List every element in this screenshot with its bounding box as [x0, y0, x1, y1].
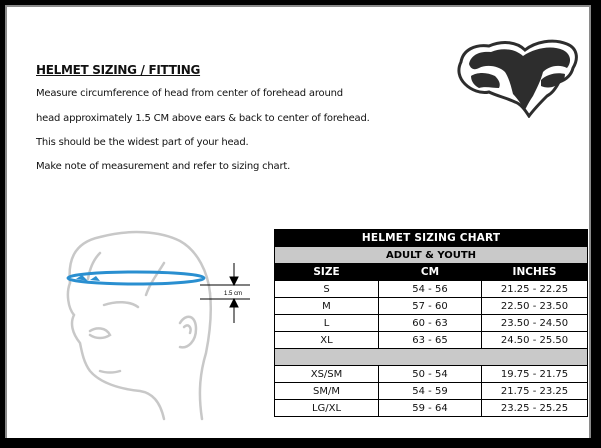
column-header-inches: INCHES	[482, 264, 588, 281]
cm-cell: 63 - 65	[379, 332, 482, 349]
sizing-page	[5, 5, 591, 438]
section-spacer	[275, 349, 588, 366]
size-cell: XL	[275, 332, 379, 349]
size-cell: LG/XL	[275, 400, 379, 417]
inches-cell: 24.50 - 25.50	[482, 332, 588, 349]
column-header-size: SIZE	[275, 264, 379, 281]
size-cell: XS/SM	[275, 366, 379, 383]
instruction-line: This should be the widest part of your head.	[36, 137, 249, 148]
size-cell: SM/M	[275, 383, 379, 400]
table-row	[275, 315, 588, 332]
cm-cell: 54 - 59	[379, 383, 482, 400]
chart-subtitle: ADULT & YOUTH	[275, 247, 588, 264]
instruction-line: Make note of measurement and refer to sizing chart.	[36, 161, 291, 172]
table-row	[275, 298, 588, 315]
fox-head-logo-icon	[455, 32, 580, 118]
size-cell: S	[275, 281, 379, 298]
table-row	[275, 400, 588, 417]
table-row	[275, 332, 588, 349]
instruction-line: Measure circumference of head from center of forehead around	[36, 88, 343, 99]
table-row	[275, 281, 588, 298]
head-measurement-illustration	[60, 223, 270, 423]
cm-cell: 54 - 56	[379, 281, 482, 298]
inches-cell: 22.50 - 23.50	[482, 298, 588, 315]
table-row	[275, 383, 588, 400]
cm-cell: 50 - 54	[379, 366, 482, 383]
cm-cell: 57 - 60	[379, 298, 482, 315]
inches-cell: 23.50 - 24.50	[482, 315, 588, 332]
cm-cell: 59 - 64	[379, 400, 482, 417]
instruction-line: head approximately 1.5 CM above ears & back to center of forehead.	[36, 113, 370, 124]
size-cell: L	[275, 315, 379, 332]
inches-cell: 21.75 - 23.25	[482, 383, 588, 400]
measure-label: 1.5 cm	[224, 291, 243, 297]
sizing-chart-table	[274, 229, 588, 417]
section-heading: HELMET SIZING / FITTING	[36, 63, 201, 77]
inches-cell: 23.25 - 25.25	[482, 400, 588, 417]
column-header-cm: CM	[379, 264, 482, 281]
size-cell: M	[275, 298, 379, 315]
chart-title: HELMET SIZING CHART	[275, 230, 588, 247]
cm-cell: 60 - 63	[379, 315, 482, 332]
inches-cell: 21.25 - 22.25	[482, 281, 588, 298]
table-row	[275, 366, 588, 383]
inches-cell: 19.75 - 21.75	[482, 366, 588, 383]
